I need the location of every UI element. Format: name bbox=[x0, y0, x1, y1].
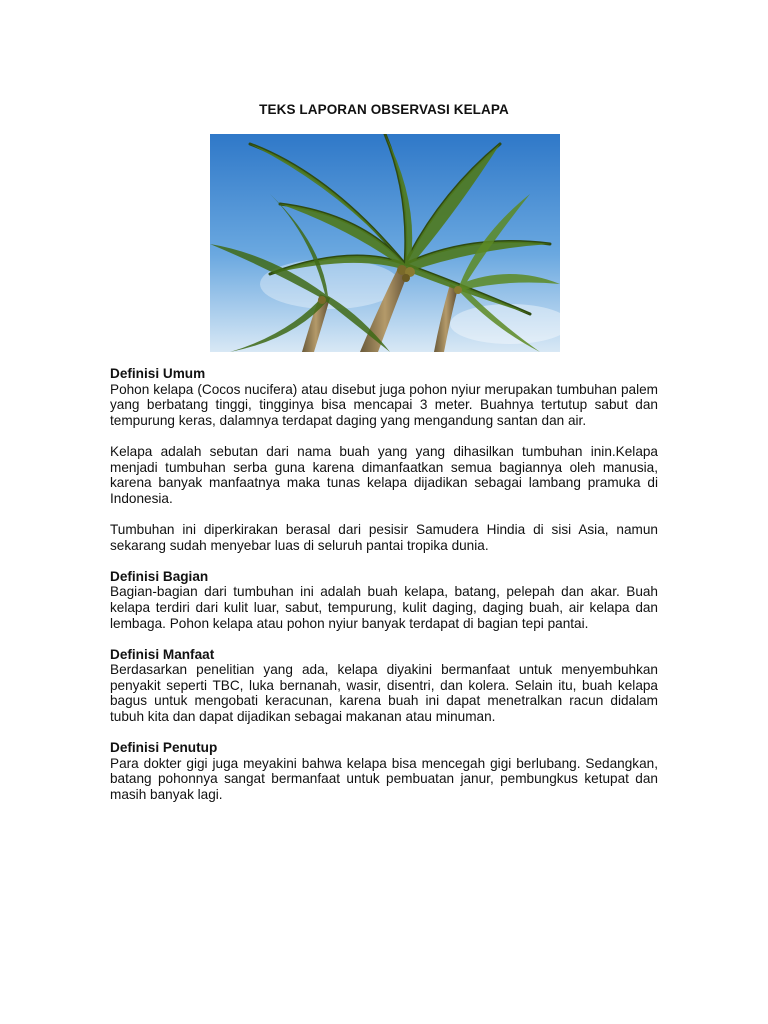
section-definisi-penutup bbox=[110, 740, 658, 802]
section-definisi-umum bbox=[110, 366, 658, 553]
document-body bbox=[110, 366, 658, 818]
section-paragraph: Pohon kelapa (Cocos nucifera) atau disebut juga pohon nyiur merupakan tumbuhan palem yang berbatang tinggi, tingginya bisa mencapai 3 meter. Buahnya tertutup sabut dan tempurung keras, dalamnya terdapat daging yang mengandung santan dan air. bbox=[110, 381, 658, 428]
section-paragraph: Para dokter gigi juga meyakini bahwa kelapa bisa mencegah gigi berlubang. Sedangkan, batang pohonnya sangat bermanfaat untuk pembuatan janur, pembungkus ketupat dan masih banyak lagi. bbox=[110, 755, 658, 803]
document-title: TEKS LAPORAN OBSERVASI KELAPA bbox=[259, 102, 509, 117]
section-heading: Definisi Bagian bbox=[110, 568, 209, 584]
section-paragraph: Tumbuhan ini diperkirakan berasal dari pesisir Samudera Hindia di sisi Asia, namun sekarang sudah menyebar luas di seluruh pantai tropika dunia. bbox=[110, 521, 658, 553]
section-paragraph: Bagian-bagian dari tumbuhan ini adalah buah kelapa, batang, pelepah dan akar. Buah kelapa terdiri dari kulit luar, sabut, tempurung, kulit daging, daging buah, air kelapa dan lembaga. Pohon kelapa atau pohon nyiur banyak terdapat di bagian tepi pantai. bbox=[110, 584, 658, 631]
section-paragraph: Berdasarkan penelitian yang ada, kelapa diyakini bermanfaat untuk menyembuhkan penyakit seperti TBC, luka bernanah, wasir, disentri, dan kolera. Selain itu, buah kelapa bagus untuk mengobati keracunan, karena buah ini dapat menetralkan racun didalam tubuh kita dan dapat dijadikan sebagai makanan atau minuman. bbox=[110, 662, 658, 725]
section-definisi-bagian bbox=[110, 569, 658, 631]
section-heading: Definisi Umum bbox=[110, 366, 206, 381]
section-definisi-manfaat bbox=[110, 647, 658, 725]
coconut-palm-photo bbox=[210, 134, 560, 352]
section-heading: Definisi Penutup bbox=[110, 740, 218, 756]
section-heading: Definisi Manfaat bbox=[110, 646, 215, 662]
section-paragraph: Kelapa adalah sebutan dari nama buah yang yang dihasilkan tumbuhan inin.Kelapa menjadi tumbuhan serba guna karena dimanfaatkan semua bagiannya oleh manusia, karena banyak manfaatnya maka tunas kelapa dijadikan sebagai lambang pramuka di Indonesia. bbox=[110, 443, 658, 506]
